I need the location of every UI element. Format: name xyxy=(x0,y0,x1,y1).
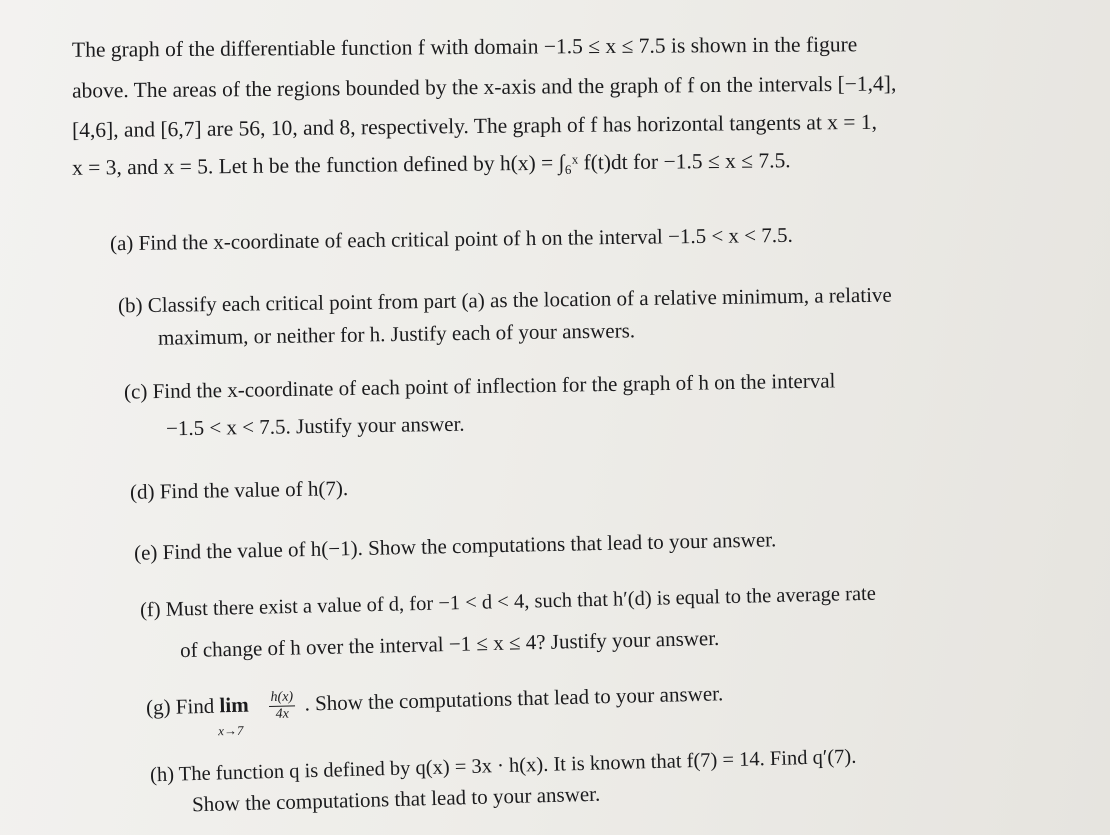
part-g-suffix: . Show the computations that lead to your answer. xyxy=(304,681,724,716)
fraction-numerator: h(x) xyxy=(268,689,295,707)
intro-line-2: above. The areas of the regions bounded by the x-axis and the graph of f on the intervals [−1,4], xyxy=(71,71,897,103)
limit-subscript: x→7 xyxy=(217,722,244,739)
part-d: (d) Find the value of h(7). xyxy=(129,476,349,504)
part-c-line-1: (c) Find the x-coordinate of each point of inflection for the graph of h on the interval xyxy=(123,368,836,404)
part-h-line-1: (h) The function q is defined by q(x) = 3x · h(x). It is known that f(7) = 14. Find q′(7). xyxy=(149,745,857,787)
part-h-line-2: Show the computations that lead to your answer. xyxy=(191,781,601,817)
intro-line-1: The graph of the differentiable function f with domain −1.5 ≤ x ≤ 7.5 is shown in the figure xyxy=(71,32,858,62)
part-a: (a) Find the x-coordinate of each critical point of h on the interval −1.5 < x < 7.5. xyxy=(109,222,793,256)
part-b-line-2: maximum, or neither for h. Justify each of your answers. xyxy=(157,318,636,350)
part-g xyxy=(145,679,724,739)
part-f-line-1: (f) Must there exist a value of d, for −1 < d < 4, such that h′(d) is equal to the average rate xyxy=(139,582,877,622)
part-c-line-2: −1.5 < x < 7.5. Justify your answer. xyxy=(165,411,465,441)
part-f-line-2: of change of h over the interval −1 ≤ x ≤ 4? Justify your answer. xyxy=(179,625,720,663)
fraction-denominator: 4x xyxy=(275,706,290,722)
intro-line-3: [4,6], and [6,7] are 56, 10, and 8, respectively. The graph of f has horizontal tangents at x = 1, xyxy=(71,109,878,143)
limit-expression xyxy=(217,691,260,739)
limit-fraction xyxy=(268,689,295,723)
part-e: (e) Find the value of h(−1). Show the computations that lead to your answer. xyxy=(133,527,777,565)
intro-line-4: x = 3, and x = 5. Let h be the function defined by h(x) = ∫₆ˣ f(t)dt for −1.5 ≤ x ≤ 7.5. xyxy=(71,148,791,180)
part-b-line-1: (b) Classify each critical point from part (a) as the location of a relative minimum, a relative xyxy=(117,282,892,318)
limit-label: lim xyxy=(219,692,249,718)
part-g-prefix: (g) Find xyxy=(145,693,215,720)
